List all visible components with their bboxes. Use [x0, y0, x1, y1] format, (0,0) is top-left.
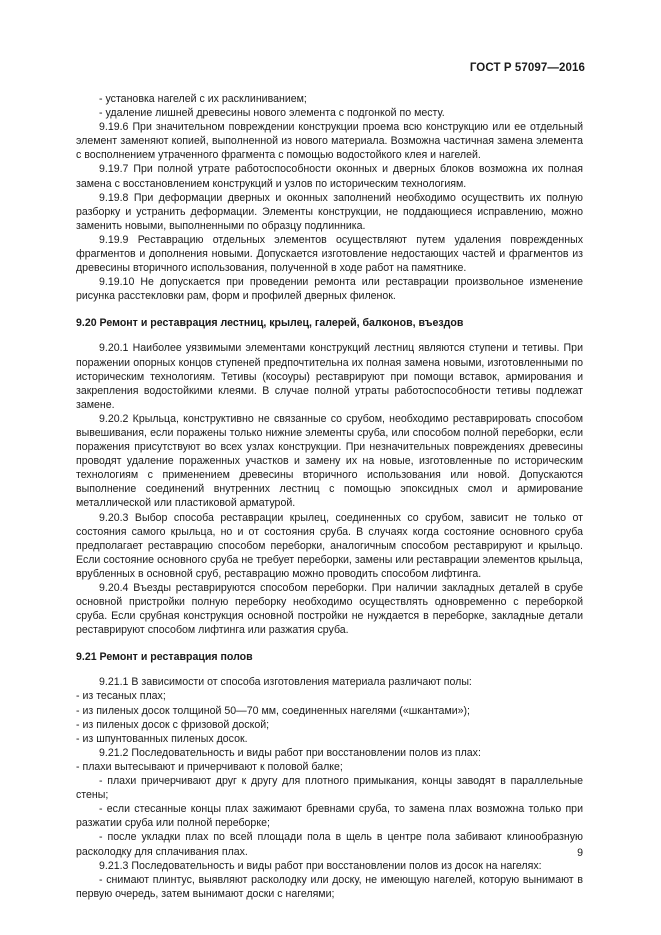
paragraph-9-21-1: 9.21.1 В зависимости от способа изготовления материала различают полы:	[99, 676, 472, 689]
list-item: - установка нагелей с их расклиниванием;	[99, 93, 307, 105]
list-item: - если стесанные концы плах зажимают бревнами сруба, то замена плах возможна только при разжатии сруба или полной переборке;	[76, 803, 583, 830]
paragraph-9-20-2: 9.20.2 Крыльца, конструктивно не связанные со срубом, необходимо реставрировать способом вывешивания, если поражены только нижние элементы сруба, или способом полной переборки, если поражения присутствуют во всех узлах конструкции. При незначительных повреждениях древесины проводят удаление пораженных участков и замену их на новые, изготовленные по историческим технологиям с применением древесины вторичного использования или новой. Допускаются выполнение соединений внутренних лестниц с помощью эпоксидных смол и армирование металлической или пластиковой арматурой.	[76, 412, 583, 510]
document-standard-number: ГОСТ Р 57097—2016	[469, 62, 585, 74]
paragraph-9-19-8: 9.19.8 При деформации дверных и оконных заполнений необходимо осуществить их полную разборку и устранить деформации. Элементы конструкции, не поддающиеся исправлению, можно заменить новыми, выполненными по образцу подлинника.	[76, 191, 583, 232]
paragraph-9-20-1: 9.20.1 Наиболее уязвимыми элементами конструкций лестниц являются ступени и тетивы. При поражении опорных концов ступеней предпочтительна их полная замена новыми, изготовленными по историческим технологиям. Тетивы (косоуры) реставрируют при помощи вставок, армирования и закрепления водостойкими клеями. В случае полной утраты работоспособности тетивы подлежат замене.	[76, 342, 583, 411]
list-item: - плахи вытесывают и причерчивают к половой балке;	[76, 760, 343, 773]
page-body	[76, 92, 583, 901]
paragraph-9-19-7: 9.19.7 При полной утрате работоспособности оконных и дверных блоков возможна их полная замена с восстановлением конструкций и узлов по историческим технологиям.	[76, 163, 583, 190]
list-item: - плахи причерчивают друг к другу для плотного примыкания, концы заводят в параллельные стены;	[76, 775, 583, 802]
paragraph-9-20-4: 9.20.4 Въезды реставрируются способом переборки. При наличии закладных деталей в срубе основной пристройки полную переборку необходимо осуществлять одновременно с переборкой сруба. Если срубная конструкция основной постройки не нуждается в переборке, закладные детали реставрируют способом лифтинга или разжатия сруба.	[76, 582, 583, 637]
list-item: - из пиленых досок с фризовой доской;	[76, 718, 270, 731]
section-heading-9-21: 9.21 Ремонт и реставрация полов	[76, 651, 253, 664]
list-item: - удаление лишней древесины нового элемента с подгонкой по месту.	[99, 107, 445, 120]
paragraph-9-21-3: 9.21.3 Последовательность и виды работ при восстановлении полов из досок на нагелях:	[99, 859, 542, 872]
list-item: - из шпунтованных пиленых досок.	[76, 732, 248, 745]
paragraph-9-20-3: 9.20.3 Выбор способа реставрации крылец, соединенных со срубом, зависит не только от состояния самого крыльца, но и от состояния сруба. В случаях когда состояние основного сруба предполагает реставрацию способом переборки, аналогичным способом реставрируют и крыльцо. Если состояние основного сруба не требует переборки, замены или реставрации элементов крыльца, врубленных в основной сруб, реставрацию можно проводить способом лифтинга.	[76, 511, 583, 580]
section-heading-9-20: 9.20 Ремонт и реставрация лестниц, крылец, галерей, балконов, въездов	[76, 317, 464, 330]
page-number: 9	[577, 847, 583, 859]
paragraph-9-19-9: 9.19.9 Реставрацию отдельных элементов осуществляют путем удаления поврежденных фрагментов и дополнения новыми. Допускается изготовление недостающих частей и фрагментов из древесины вторичного использования, полученной в ходе работ на памятнике.	[76, 233, 583, 275]
paragraph-9-19-6: 9.19.6 При значительном повреждении конструкции проема всю конструкцию или ее отдельный элемент заменяют копией, выполненной из нового материала. Возможна частичная замена элемента с восполнением утраченного фрагмента с помощью водостойкого клея и нагелей.	[76, 121, 583, 162]
list-item: - из тесаных плах;	[76, 690, 166, 703]
paragraph-9-19-10: 9.19.10 Не допускается при проведении ремонта или реставрации произвольное изменение рисунка расстекловки рам, форм и профилей дверных филенок.	[76, 276, 583, 303]
list-item: - после укладки плах по всей площади пола в щель в центре пола забивают клинообразную расколодку для сплачивания плах.	[76, 831, 583, 858]
paragraph-9-21-2: 9.21.2 Последовательность и виды работ при восстановлении полов из плах:	[99, 746, 481, 759]
list-item: - из пиленых досок толщиной 50—70 мм, соединенных нагелями («шкантами»);	[76, 704, 471, 717]
list-item: - снимают плинтус, выявляют расколодку или доску, не имеющую нагелей, которую вынимают в первую очередь, затем вынимают доски с нагелями;	[76, 873, 583, 900]
